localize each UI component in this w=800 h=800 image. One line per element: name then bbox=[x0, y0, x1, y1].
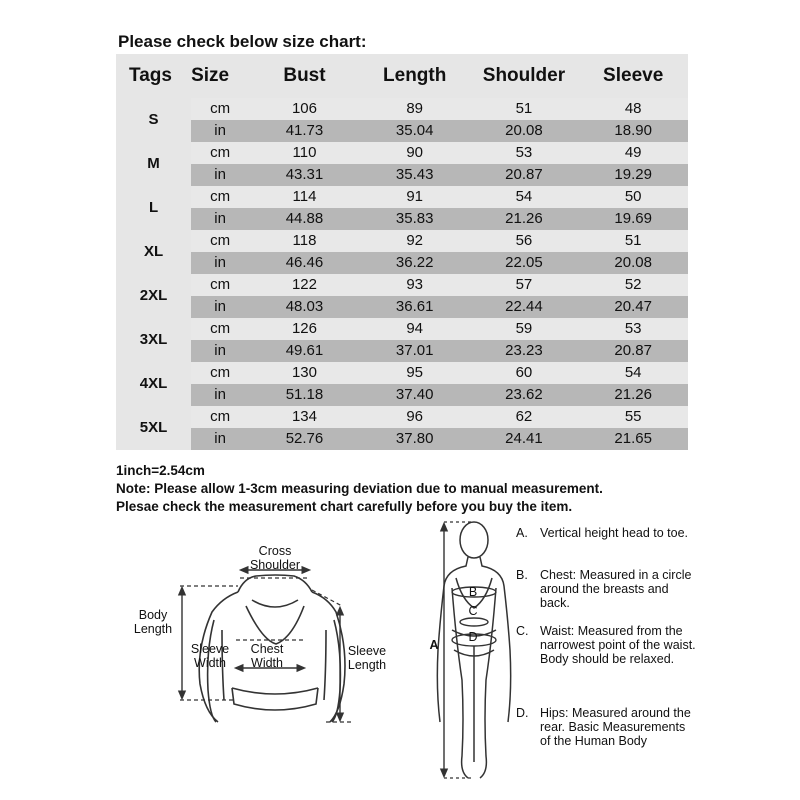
value-cell: 37.80 bbox=[360, 428, 470, 450]
value-cell: 35.83 bbox=[360, 208, 470, 230]
value-cell: 20.47 bbox=[578, 296, 688, 318]
header-shoulder: Shoulder bbox=[470, 54, 579, 98]
value-cell: 59 bbox=[470, 318, 579, 340]
value-cell: 94 bbox=[360, 318, 470, 340]
value-cell: 114 bbox=[249, 186, 360, 208]
body-arrows bbox=[444, 526, 496, 774]
unit-cell: in bbox=[191, 428, 249, 450]
unit-cell: cm bbox=[191, 318, 249, 340]
value-cell: 91 bbox=[360, 186, 470, 208]
value-cell: 24.41 bbox=[470, 428, 579, 450]
value-cell: 18.90 bbox=[578, 120, 688, 142]
value-cell: 21.26 bbox=[470, 208, 579, 230]
value-cell: 41.73 bbox=[249, 120, 360, 142]
value-cell: 48 bbox=[578, 98, 688, 120]
unit-cell: cm bbox=[191, 406, 249, 428]
size-tag: M bbox=[116, 142, 191, 186]
value-cell: 19.29 bbox=[578, 164, 688, 186]
body-length-label: Body Length bbox=[133, 608, 173, 636]
value-cell: 62 bbox=[470, 406, 579, 428]
legend-item-a bbox=[516, 526, 696, 540]
cross-shoulder-label: Cross Shoulder bbox=[249, 544, 301, 572]
body-illustration bbox=[437, 522, 510, 778]
value-cell: 134 bbox=[249, 406, 360, 428]
value-cell: 126 bbox=[249, 318, 360, 340]
value-cell: 22.44 bbox=[470, 296, 579, 318]
legend-item-c bbox=[516, 624, 696, 666]
legend-text: Vertical height head to toe. bbox=[540, 526, 689, 540]
value-cell: 90 bbox=[360, 142, 470, 164]
deviation-note: Note: Please allow 1-3cm measuring deviation due to manual measurement. bbox=[116, 481, 603, 496]
legend-key: B. bbox=[516, 568, 528, 582]
value-cell: 92 bbox=[360, 230, 470, 252]
legend-text: Chest: Measured in a circle around the breasts and back. bbox=[540, 568, 692, 610]
body-label-c: C bbox=[468, 604, 478, 618]
value-cell: 36.61 bbox=[360, 296, 470, 318]
value-cell: 20.08 bbox=[470, 120, 579, 142]
value-cell: 21.26 bbox=[578, 384, 688, 406]
size-tag: XL bbox=[116, 230, 191, 274]
unit-cell: in bbox=[191, 164, 249, 186]
value-cell: 110 bbox=[249, 142, 360, 164]
header-sleeve: Sleeve bbox=[578, 54, 688, 98]
value-cell: 130 bbox=[249, 362, 360, 384]
value-cell: 20.87 bbox=[470, 164, 579, 186]
value-cell: 51 bbox=[470, 98, 579, 120]
value-cell: 53 bbox=[470, 142, 579, 164]
value-cell: 20.08 bbox=[578, 252, 688, 274]
check-note: Plesae check the measurement chart carefully before you buy the item. bbox=[116, 499, 573, 514]
value-cell: 43.31 bbox=[249, 164, 360, 186]
value-cell: 50 bbox=[578, 186, 688, 208]
value-cell: 49.61 bbox=[249, 340, 360, 362]
legend-key: C. bbox=[516, 624, 529, 638]
legend-text: Hips: Measured around the rear. Basic Measurements of the Human Body bbox=[540, 706, 691, 748]
size-tag: 5XL bbox=[116, 406, 191, 450]
value-cell: 35.43 bbox=[360, 164, 470, 186]
value-cell: 55 bbox=[578, 406, 688, 428]
value-cell: 122 bbox=[249, 274, 360, 296]
value-cell: 53 bbox=[578, 318, 688, 340]
legend-item-d bbox=[516, 706, 696, 748]
header-tags: Tags bbox=[116, 54, 191, 98]
waist-ellipse bbox=[460, 618, 488, 626]
body-measure-lines bbox=[444, 522, 474, 778]
value-cell: 23.23 bbox=[470, 340, 579, 362]
value-cell: 54 bbox=[470, 186, 579, 208]
unit-cell: cm bbox=[191, 362, 249, 384]
header-bust: Bust bbox=[249, 54, 360, 98]
unit-cell: in bbox=[191, 208, 249, 230]
unit-cell: in bbox=[191, 296, 249, 318]
unit-cell: in bbox=[191, 384, 249, 406]
unit-cell: in bbox=[191, 252, 249, 274]
unit-cell: cm bbox=[191, 186, 249, 208]
value-cell: 46.46 bbox=[249, 252, 360, 274]
value-cell: 54 bbox=[578, 362, 688, 384]
value-cell: 35.04 bbox=[360, 120, 470, 142]
value-cell: 48.03 bbox=[249, 296, 360, 318]
size-tag: S bbox=[116, 98, 191, 142]
value-cell: 96 bbox=[360, 406, 470, 428]
value-cell: 36.22 bbox=[360, 252, 470, 274]
value-cell: 22.05 bbox=[470, 252, 579, 274]
value-cell: 37.01 bbox=[360, 340, 470, 362]
sleeve-length-top-line bbox=[312, 590, 342, 606]
size-tag: 2XL bbox=[116, 274, 191, 318]
unit-cell: cm bbox=[191, 274, 249, 296]
value-cell: 52 bbox=[578, 274, 688, 296]
value-cell: 52.76 bbox=[249, 428, 360, 450]
header-length: Length bbox=[360, 54, 470, 98]
sleeve-width-label: Sleeve Width bbox=[190, 642, 230, 670]
value-cell: 89 bbox=[360, 98, 470, 120]
value-cell: 106 bbox=[249, 98, 360, 120]
size-tag: 3XL bbox=[116, 318, 191, 362]
value-cell: 44.88 bbox=[249, 208, 360, 230]
unit-cell: in bbox=[191, 340, 249, 362]
page-title: Please check below size chart: bbox=[118, 32, 367, 51]
unit-cell: cm bbox=[191, 142, 249, 164]
unit-cell: cm bbox=[191, 98, 249, 120]
chest-width-label: Chest Width bbox=[250, 642, 284, 670]
body-label-d: D bbox=[468, 630, 478, 644]
value-cell: 51 bbox=[578, 230, 688, 252]
unit-cell: cm bbox=[191, 230, 249, 252]
value-cell: 51.18 bbox=[249, 384, 360, 406]
conversion-note: 1inch=2.54cm bbox=[116, 463, 205, 478]
value-cell: 57 bbox=[470, 274, 579, 296]
body-label-b: B bbox=[468, 585, 478, 599]
sleeve-length-label: Sleeve Length bbox=[347, 644, 387, 672]
unit-cell: in bbox=[191, 120, 249, 142]
value-cell: 118 bbox=[249, 230, 360, 252]
value-cell: 95 bbox=[360, 362, 470, 384]
header-size: Size bbox=[191, 54, 249, 98]
value-cell: 21.65 bbox=[578, 428, 688, 450]
legend-key: D. bbox=[516, 706, 529, 720]
value-cell: 56 bbox=[470, 230, 579, 252]
value-cell: 49 bbox=[578, 142, 688, 164]
legend-text: Waist: Measured from the narrowest point of the waist. Body should be relaxed. bbox=[540, 624, 696, 666]
body-label-a: A bbox=[429, 638, 439, 652]
value-cell: 20.87 bbox=[578, 340, 688, 362]
legend-key: A. bbox=[516, 526, 528, 540]
legend-item-b bbox=[516, 568, 696, 610]
size-tag: L bbox=[116, 186, 191, 230]
value-cell: 19.69 bbox=[578, 208, 688, 230]
value-cell: 60 bbox=[470, 362, 579, 384]
value-cell: 37.40 bbox=[360, 384, 470, 406]
value-cell: 23.62 bbox=[470, 384, 579, 406]
value-cell: 93 bbox=[360, 274, 470, 296]
size-tag: 4XL bbox=[116, 362, 191, 406]
